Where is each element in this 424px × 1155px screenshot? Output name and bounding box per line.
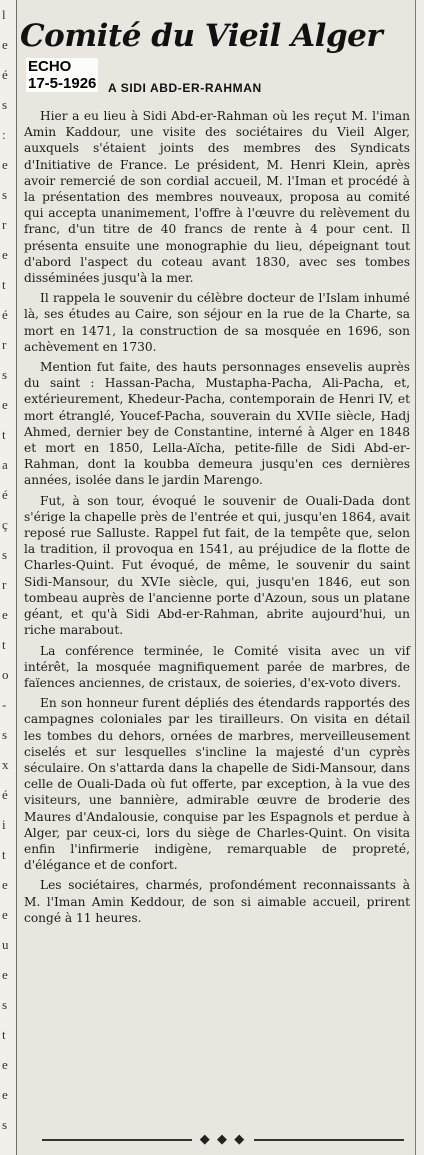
gutter-char: e xyxy=(2,37,8,52)
gutter-char: t xyxy=(2,637,6,652)
gutter-char: s xyxy=(2,727,8,742)
archive-stamp xyxy=(26,58,98,92)
paragraph: Les sociétaires, charmés, profondément reconnaissants à M. l'Iman Amin Keddour, de son si aimable accueil, prirent congé à 11 heures. xyxy=(24,878,410,925)
gutter-char: r xyxy=(2,577,7,592)
gutter-char: s xyxy=(2,1117,8,1132)
gutter-char: t xyxy=(2,1027,6,1042)
archive-stamp-date: 17-5-1926 xyxy=(28,75,97,92)
gutter-char: é xyxy=(2,307,8,322)
gutter-char: t xyxy=(2,277,6,292)
gutter-char: é xyxy=(2,787,8,802)
gutter-char: e xyxy=(2,967,8,982)
gutter-char: é xyxy=(2,67,8,82)
gutter-char: e xyxy=(2,877,8,892)
gutter-char: a xyxy=(2,457,8,472)
gutter-char: é xyxy=(2,487,8,502)
gutter-char: s xyxy=(2,997,8,1012)
paragraph: Hier a eu lieu à Sidi Abd-er-Rahman où les reçut M. l'iman Amin Kaddour, une visite des sociétaires du Vieil Alger, auxquels s'étaient joints des membres des Syndicats d'Initiative de France. Le président, M. Henri Klein, après avoir remercié de son cordial accueil, M. l'Iman et procédé à la présentation des membres nouveaux, proposa au comité qui accepta unanimement, l'offre à l'œuvre du relèvement du franc, d'un titre de 40 francs de rente à 4 pour cent. Il présenta ensuite une monographie du lieu, dépeignant tout d'abord l'aspect du coteau avant 1830, avec ses tombes disséminées jusqu'à la mer. xyxy=(24,109,410,286)
gutter-char: i xyxy=(2,817,6,832)
gutter-char: s xyxy=(2,97,8,112)
paragraph: Fut, à son tour, évoqué le souvenir de Ouali-Dada dont s'érige la chapelle près de l'entrée et qui, jusqu'en 1864, avait reposé rue Salluste. Rappel fut fait, de la tempête que, selon la tradition, il provoqua en 1541, au préjudice de la flotte de Charles-Quint. Fut évoqué, de même, le souvenir du saint Sidi-Mansour, du XVIe siècle, qui, jusqu'en 1846, eut son tombeau auprès de l'ancienne porte d'Azoun, sous un platane géant, et qu'à Sidi Abd-er-Rahman, abrite aujourd'hui, un riche marabout. xyxy=(24,493,410,638)
gutter-char: e xyxy=(2,397,8,412)
article-subheading: A SIDI ABD-ER-RAHMAN xyxy=(108,81,262,95)
end-rule-left xyxy=(42,1139,192,1141)
gutter-char: t xyxy=(2,427,6,442)
gutter-char: r xyxy=(2,217,7,232)
end-ornament: ◆ ◆ ◆ xyxy=(199,1131,247,1146)
gutter-char: e xyxy=(2,1057,8,1072)
paragraph: Il rappela le souvenir du célèbre docteur de l'Islam inhumé là, ses études au Caire, son séjour en la rue de la Charte, sa mort en 1471, la construction de sa mosquée en 1696, son achèvement en 1730. xyxy=(24,291,410,354)
paragraph: La conférence terminée, le Comité visita avec un vif intérêt, la mosquée magnifiquement parée de marbres, de faïences anciennes, de cristaux, de soieries, d'ex-voto divers. xyxy=(24,643,410,690)
gutter-char: l xyxy=(2,7,6,22)
article-body xyxy=(24,108,410,930)
gutter-char: o xyxy=(2,667,9,682)
gutter-char: - xyxy=(2,697,7,712)
gutter-char: x xyxy=(2,757,9,772)
gutter-char: ç xyxy=(2,517,8,532)
gutter-char: : xyxy=(2,127,6,142)
gutter-char: u xyxy=(2,937,9,952)
gutter-char: e xyxy=(2,607,8,622)
paragraph: Mention fut faite, des hauts personnages ensevelis auprès du saint : Hassan-Pacha, Mustapha-Pacha, Ali-Pacha, et, extérieurement, Khedeur-Pacha, contemporain de Henri IV, et mort étranglé, Youcef-Pacha, souverain du XVIIe siècle, Hadj Ahmed, dernier bey de Constantine, interné à Alger en 1848 et mort en 1850, Lella-Aïcha, petite-fille de Sidi Abd-er-Rahman, dont la koubba demeura jusqu'en ces dernières années, isolée dans le jardin Marengo. xyxy=(24,360,410,488)
adjacent-column-edge xyxy=(0,0,17,1155)
gutter-char: e xyxy=(2,1087,8,1102)
gutter-char: r xyxy=(2,337,7,352)
gutter-char: s xyxy=(2,367,8,382)
newspaper-article xyxy=(18,0,416,1155)
paragraph: En son honneur furent dépliés des étendards rapportés des campagnes coloniales par les tirailleurs. On visita en détail les tombes du dehors, ornées de marbres, merveilleusement ciselés et sur lesquelles s'incline la majesté d'un cyprès séculaire. On s'attarda dans la chapelle de Sidi-Mansour, dans celle de Ouali-Dada où fut offerte, par exception, à la vue des visiteurs, une bannière, admirable œuvre de broderie des Maures d'Andalousie, conquise par les Espagnols et perdue à Alger, par ceux-ci, lors du siège de Charles-Quint. On visita enfin l'infirmerie indigène, remarquable de propreté, d'élégance et de confort. xyxy=(24,696,410,873)
article-title: Comité du Vieil Alger xyxy=(20,18,383,54)
end-rule-right xyxy=(254,1139,404,1141)
gutter-char: e xyxy=(2,907,8,922)
gutter-char: s xyxy=(2,187,8,202)
right-column-edge xyxy=(415,0,424,1155)
gutter-char: t xyxy=(2,847,6,862)
gutter-char: e xyxy=(2,247,8,262)
archive-stamp-source: ECHO xyxy=(28,58,72,75)
gutter-char: e xyxy=(2,157,8,172)
gutter-char: s xyxy=(2,547,8,562)
